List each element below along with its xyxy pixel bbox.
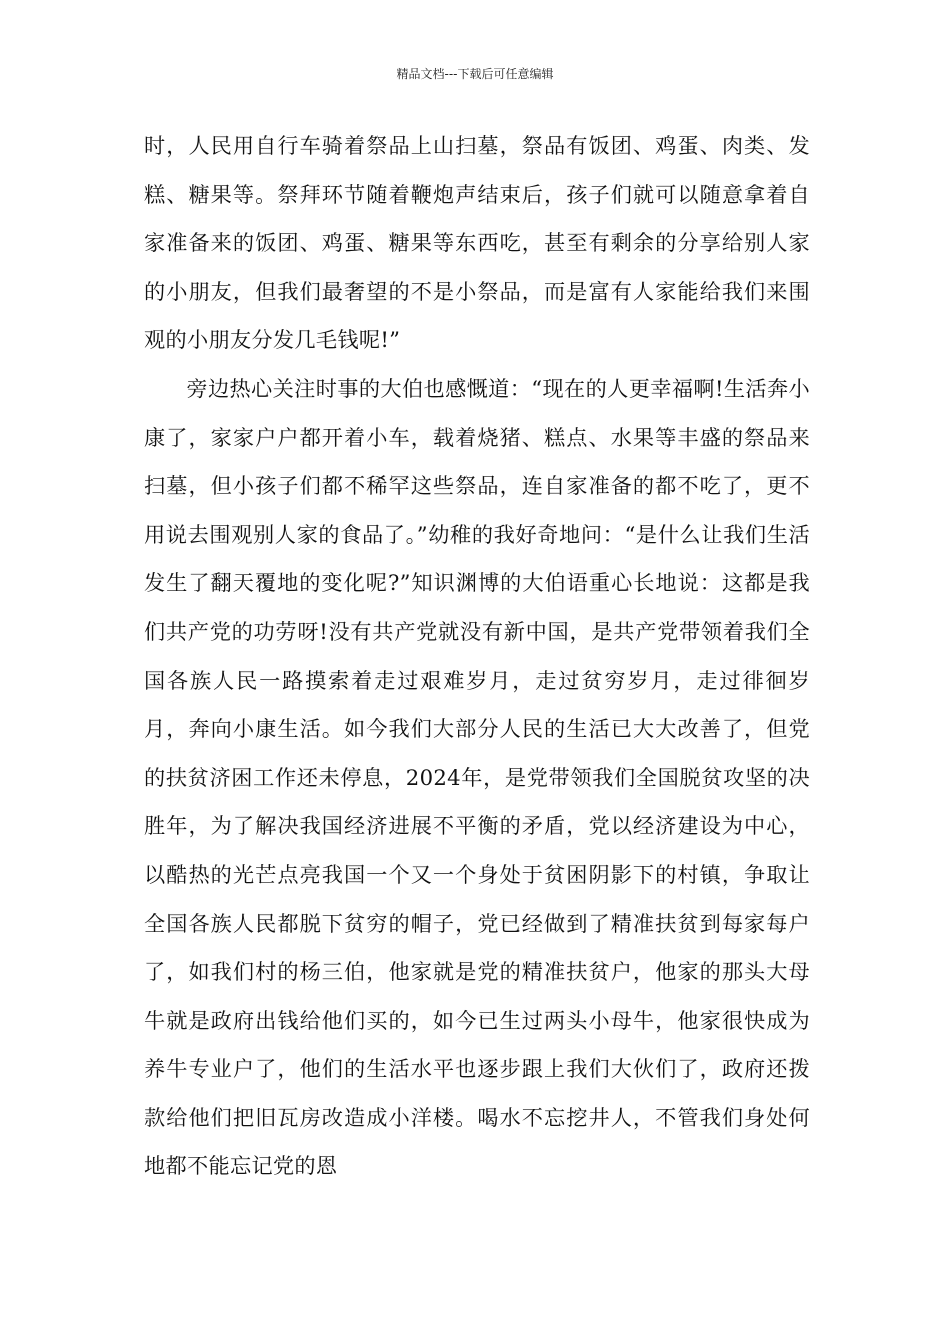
document-body (144, 122, 810, 1191)
page-header: 精品文档---下载后可任意编辑 (396, 67, 554, 81)
paragraph-uncle-remarks: 旁边热心关注时事的大伯也感慨道：“现在的人更幸福啊!生活奔小康了，家家户户都开着小车，载着烧猪、糕点、水果等丰盛的祭品来扫墓，但小孩子们都不稀罕这些祭品，连自家准备的都不吃了，更不用说去围观别人家的食品了。”幼稚的我好奇地问：“是什么让我们生活发生了翻天覆地的变化呢?”知识渊博的大伯语重心长地说：这都是我们共产党的功劳呀!没有共产党就没有新中国，是共产党带领着我们全国各族人民一路摸索着走过艰难岁月，走过贫穷岁月，走过徘徊岁月，奔向小康生活。如今我们大部分人民的生活已大大改善了，但党的扶贫济困工作还未停息，2024年，是党带领我们全国脱贫攻坚的决胜年，为了解决我国经济进展不平衡的矛盾，党以经济建设为中心，以酷热的光芒点亮我国一个又一个身处于贫困阴影下的村镇，争取让全国各族人民都脱下贫穷的帽子，党已经做到了精准扶贫到每家每户了，如我们村的杨三伯，他家就是党的精准扶贫户，他家的那头大母牛就是政府出钱给他们买的，如今已生过两头小母牛，他家很快成为养牛专业户了，他们的生活水平也逐步跟上我们大伙们了，政府还拨款给他们把旧瓦房改造成小洋楼。喝水不忘挖井人，不管我们身处何地都不能忘记党的恩 (144, 375, 810, 1179)
paragraph-continuation: 时，人民用自行车骑着祭品上山扫墓，祭品有饭团、鸡蛋、肉类、发糕、糖果等。祭拜环节随着鞭炮声结束后，孩子们就可以随意拿着自家准备来的饭团、鸡蛋、糖果等东西吃，甚至有剩余的分享给别人家的小朋友，但我们最奢望的不是小祭品，而是富有人家能给我们来围观的小朋友分发几毛钱呢!” (144, 133, 810, 353)
